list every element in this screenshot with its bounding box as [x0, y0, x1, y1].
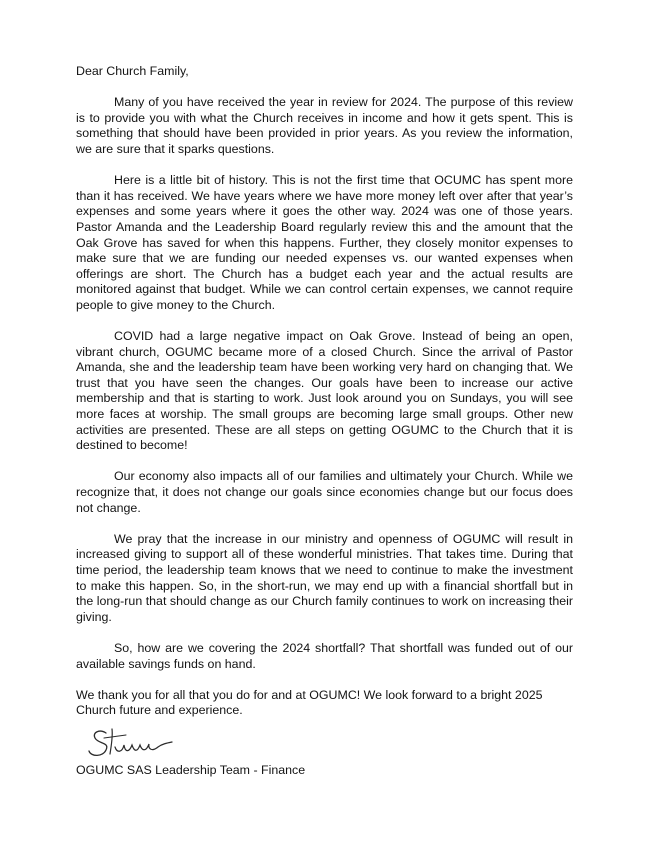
- paragraph-economy: Our economy also impacts all of our families and ultimately your Church. While we recognize that, it does not change our goals since economies change but our focus does not change.: [76, 469, 573, 515]
- paragraph-shortfall: So, how are we covering the 2024 shortfall? That shortfall was funded out of our available savings funds on hand.: [76, 640, 573, 671]
- paragraph-covid-impact: COVID had a large negative impact on Oak Grove. Instead of being an open, vibrant church, OGUMC became more of a closed Church. Since the arrival of Pastor Amanda, she and the leadership team have been working very hard on changing that. We trust that you have seen the changes. Our goals have been to increase our active membership and that is starting to work. Just look around you on Sundays, you will see more faces at worship. The small groups are becoming large small groups. Other new activities are presented. These are all steps on getting OGUMC to the Church that it is destined to become!: [76, 329, 573, 453]
- paragraph-giving: We pray that the increase in our ministry and openness of OGUMC will result in increased giving to support all of these wonderful ministries. That takes time. During that time period, the leadership team knows that we need to continue to make the investment to make this happen. So, in the short-run, we may end up with a financial shortfall but in the long-run that should change as our Church family continues to work on increasing their giving.: [76, 531, 573, 624]
- paragraph-history: Here is a little bit of history. This is not the first time that OCUMC has spent more than it has received. We have years where we have more money left over after that year’s expenses and some years where it goes the other way. 2024 was one of those years. Pastor Amanda and the Leadership Board regularly review this and the amount that the Oak Grove has saved for when this happens. Further, they closely monitor expenses to make sure that we are funding our needed expenses vs. our wanted expenses when offerings are short. The Church has a budget each year and the actual results are monitored against that budget. While we can control certain expenses, we cannot require people to give money to the Church.: [76, 173, 573, 312]
- paragraph-review-purpose: Many of you have received the year in review for 2024. The purpose of this review is to provide you with what the Church receives in income and how it gets spent. This is something that should have been provided in prior years. As you review the information, we are sure that it sparks questions.: [76, 95, 573, 156]
- signoff: OGUMC SAS Leadership Team - Finance: [76, 762, 306, 777]
- letter-page: [76, 64, 573, 779]
- closing: We thank you for all that you do for and at OGUMC! We look forward to a bright 2025 Church future and experience.: [76, 687, 543, 718]
- salutation: Dear Church Family,: [76, 64, 189, 78]
- handwritten-signature: [86, 723, 176, 761]
